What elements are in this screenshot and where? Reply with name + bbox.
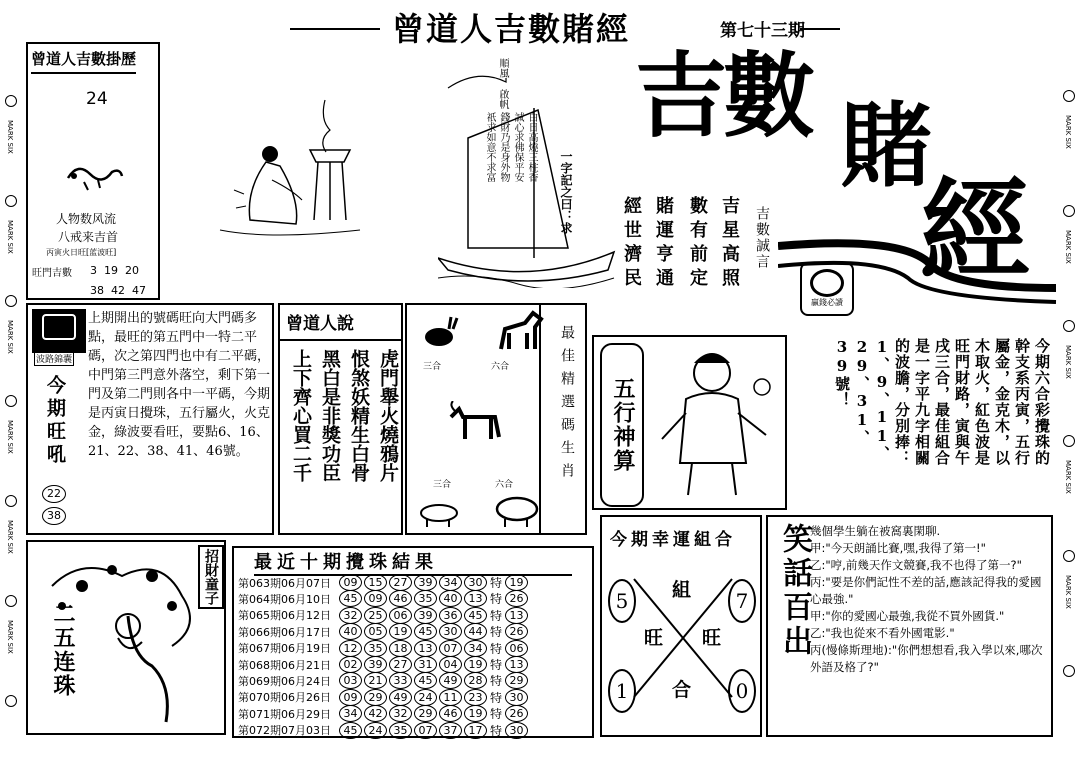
flower-icon [1063,90,1075,102]
draw-number: 04 [439,656,462,673]
lucky-number: 5 [608,579,636,623]
money-badge-label: 贏錢必讀 [811,298,843,307]
side-label: MARK SIX [1064,575,1072,609]
draw-number: 19 [389,623,412,640]
big-title-line2: 賭 [840,92,933,200]
dragon-icon [64,156,124,192]
side-label: MARK SIX [1064,230,1072,264]
draw-number: 13 [464,590,487,607]
right-side-strip [1058,40,1080,740]
issue-number: 第七十三期 [720,21,805,41]
lucky-number: 7 [728,579,756,623]
draw-number: 45 [414,672,437,689]
animals-divider [539,305,541,533]
flower-icon [5,495,17,507]
flower-icon [1063,320,1075,332]
calendar-numbers-1: 3 19 20 [90,264,139,277]
side-label: MARK SIX [1064,115,1072,149]
draw-label: 第065期06月12日 [238,609,331,623]
special-number: 13 [505,656,528,673]
side-label: MARK SIX [1064,345,1072,379]
draw-number: 46 [389,590,412,607]
draw-label: 第070期06月26日 [238,691,331,705]
table-row [238,722,529,739]
shuo-title: 曾道人說 [286,314,354,334]
draw-number: 28 [464,672,487,689]
draw-number: 31 [414,656,437,673]
draw-number: 32 [389,705,412,722]
flower-icon [1063,435,1075,447]
special-number: 26 [505,705,528,722]
flower-icon [5,395,17,407]
wuxing-box [592,335,787,510]
special-label: 特 [490,641,503,656]
draw-label: 第071期06月29日 [238,707,331,721]
special-number: 13 [505,607,528,624]
draw-number: 40 [439,590,462,607]
header-rule-right [800,28,840,30]
title-poem-col: 經世濟民 [621,196,642,292]
title-side-text: 吉數誠言 [754,206,770,270]
draw-number: 07 [439,640,462,657]
draw-number: 19 [464,656,487,673]
calendar-poem-2: 八戒来吉首 [58,230,119,244]
bark-badge-label: 波路錦囊 [34,351,74,366]
side-label: MARK SIX [6,120,14,154]
animals-label: 三合 [433,480,452,490]
draw-label: 第066期06月17日 [238,625,331,639]
special-number: 29 [505,672,528,689]
joke-line: 乙:"我也從來不看外國電影." [810,626,955,640]
draw-number: 21 [364,672,387,689]
special-number: 30 [505,722,528,739]
flower-icon [5,595,17,607]
draw-number: 13 [414,640,437,657]
rabbit-icon [415,315,465,349]
draw-number: 19 [464,705,487,722]
sail-title: 順風 啟帆 [497,58,508,109]
calendar-numbers-label: 旺門吉數 [32,268,72,279]
draw-number: 49 [389,689,412,706]
calendar-numbers-2: 38 42 47 [90,284,146,297]
draw-number: 06 [389,607,412,624]
draw-number: 29 [364,689,387,706]
draw-number: 35 [389,722,412,739]
side-label: MARK SIX [6,220,14,254]
special-label: 特 [490,608,503,623]
money-badge [800,262,854,316]
draw-number: 05 [364,623,387,640]
special-label: 特 [490,723,503,738]
pig-icon [415,501,465,527]
special-label: 特 [490,690,503,705]
flower-icon [5,95,17,107]
draw-number: 36 [439,607,462,624]
title-poem-col: 數有前定 [687,196,708,292]
animals-side-text: 最佳精選碼生肖 [559,325,575,486]
shuo-rule [280,339,401,341]
draw-number: 09 [339,689,362,706]
table-row [238,672,529,689]
table-row [238,623,529,640]
side-label: MARK SIX [1064,460,1072,494]
draw-number: 07 [414,722,437,739]
draw-label: 第072期07月03日 [238,724,331,738]
left-side-strip [0,40,22,740]
joke-line: 丙:"要是你們記性不差的話,應該記得我的愛國心最強." [810,575,1042,606]
boat-caption: 一字記之曰：求 [559,150,573,234]
draw-number: 35 [364,640,387,657]
side-label: MARK SIX [6,620,14,654]
calendar-date-line: 丙寅火日旺[蓝波旺] [46,248,117,257]
side-label: MARK SIX [6,520,14,554]
horse-icon [495,309,545,355]
draw-number: 02 [339,656,362,673]
joke-label: 笑話百出 [777,523,812,659]
header-rule-left [290,28,380,30]
side-label: MARK SIX [6,320,14,354]
calendar-title: 曾道人吉數掛歷 [31,48,136,74]
bark-label: 今期旺吼 [44,375,66,467]
results-box [232,546,594,738]
special-number: 30 [505,689,528,706]
lucky-char: 旺 [644,627,664,649]
page-title: 曾道人吉數賭經 [392,10,631,48]
bark-badge-icon [42,314,76,340]
draw-number: 46 [439,705,462,722]
bark-text: 上期開出的號碼旺向大門碼多點，最旺的第五門中一特二平碼，次之第四門也中有二平碼，中門第三門意外落空，剩下第一門及第二門則各中一平碼，今期是丙寅日攪珠，五行屬火，火克金，綠波要看旺，要點6、16、21、22、38、41、46號。 [88,311,271,459]
draw-number: 29 [414,705,437,722]
draw-number: 39 [364,656,387,673]
big-title-line3: 經 [920,166,1030,295]
special-label: 特 [490,592,503,607]
flower-icon [5,695,17,707]
draw-number: 17 [464,722,487,739]
prayer-illustration [210,90,370,260]
table-row [238,689,529,706]
draw-number: 03 [339,672,362,689]
shuo-box [278,303,403,535]
draw-number: 27 [389,656,412,673]
draw-number: 12 [339,640,362,657]
wuxing-label: 五行神算 [600,343,644,507]
animals-label: 六合 [495,480,514,490]
special-number: 26 [505,590,528,607]
lucky-char: 組 [672,579,692,601]
calendar-box [26,42,160,300]
animals-label: 三合 [423,362,442,372]
draw-number: 39 [414,574,437,591]
draw-number: 45 [414,623,437,640]
kid-box [26,540,226,735]
joke-line: 甲:"你的愛國心最強,我從不買外國貨." [810,609,1005,623]
goat-icon [447,401,507,445]
special-label: 特 [490,625,503,640]
bark-box [26,303,274,535]
draw-number: 24 [364,722,387,739]
draw-number: 45 [464,607,487,624]
animals-box [405,303,587,535]
flower-icon [1063,205,1075,217]
table-row [238,640,529,657]
draw-number: 09 [339,574,362,591]
joke-line: 乙:"哼,前幾天作文競賽,我不也得了第一?" [810,558,1022,572]
table-row [238,607,529,624]
shuo-col: 虎門舉火燒鴉片 [377,349,399,482]
draw-number: 44 [464,623,487,640]
draw-number: 25 [364,607,387,624]
shuo-col: 上下齊心買二千 [290,349,312,482]
bark-badge [32,309,86,353]
draw-number: 27 [389,574,412,591]
side-label: MARK SIX [6,420,14,454]
kid-label: 招財童子 [198,545,224,609]
lucky-title: 今期幸運組合 [610,530,736,550]
draw-number: 34 [339,705,362,722]
draw-number: 33 [389,672,412,689]
shuo-col: 黑白是非獎功臣 [319,349,341,482]
draw-number: 45 [339,590,362,607]
special-number: 26 [505,623,528,640]
lucky-char: 旺 [702,627,722,649]
draw-number: 30 [464,574,487,591]
special-label: 特 [490,674,503,689]
special-number: 19 [505,574,528,591]
title-poem-col: 吉星高照 [719,196,740,292]
animals-label: 六合 [491,362,510,372]
draw-number: 37 [439,722,462,739]
calendar-day: 24 [86,89,108,109]
draw-label: 第067期06月19日 [238,642,331,656]
special-label: 特 [490,658,503,672]
sail-poem: 白日高燒三柱香 誠心求佛保平安 錢財乃是身外物 祇求如意不求富 [484,112,537,182]
draw-number: 42 [364,705,387,722]
special-label: 特 [490,707,503,722]
draw-number: 11 [439,689,462,706]
flower-icon [1063,550,1075,562]
draw-number: 24 [414,689,437,706]
draw-number: 39 [414,607,437,624]
bark-circle-2: 38 [42,507,66,525]
lucky-box [600,515,762,737]
flower-icon [5,195,17,207]
draw-label: 第069期06月24日 [238,674,331,688]
draw-number: 09 [364,590,387,607]
draw-number: 40 [339,623,362,640]
lucky-number: 0 [728,669,756,713]
flower-icon [1063,665,1075,677]
table-row [238,590,529,607]
draw-label: 第063期06月07日 [238,576,331,590]
draw-number: 15 [364,574,387,591]
joke-line: 甲:"今天朗誦比賽,嘿,我得了第一!" [810,541,986,555]
results-title: 最近十期攪珠結果 [254,548,572,576]
draw-number: 30 [439,623,462,640]
draw-label: 第064期06月10日 [238,592,331,606]
calendar-poem-1: 人物数风流 [56,212,117,226]
joke-line: 幾個學生躺在被窩裏閑聊. [810,524,941,538]
table-row [238,656,529,673]
bark-circle-1: 22 [42,485,66,503]
sheep-icon [493,493,545,529]
money-icon [810,269,844,297]
lucky-number: 1 [608,669,636,713]
draw-number: 49 [439,672,462,689]
joke-line: 丙(慢條斯理地):"你們想想看,我入學以來,哪次外語及格了?" [810,643,1043,674]
title-poem-col: 賭運亨通 [653,196,674,292]
kid-text: 二五连珠 [50,602,76,698]
right-column-text: 今期六合彩攪珠的幹支系丙寅，五行屬金，金克木，以木取火，紅色波是旺門財路，寅與午戌三合，最佳組合是一字平九字相關的波膽，分別捧：1、9、11、29、31、39號！ [833,338,1051,466]
draw-number: 23 [464,689,487,706]
table-row [238,574,529,591]
special-number: 06 [505,640,528,657]
draw-number: 45 [339,722,362,739]
draw-number: 32 [339,607,362,624]
draw-number: 18 [389,640,412,657]
draw-label: 第068期06月21日 [238,658,331,672]
special-label: 特 [490,576,503,590]
shuo-col: 恨煞妖精生白骨 [348,349,370,482]
draw-number: 35 [414,590,437,607]
big-title-line1: 吉數 [635,42,812,150]
draw-number: 34 [464,640,487,657]
flower-icon [5,295,17,307]
lucky-char: 合 [672,679,692,701]
joke-box [766,515,1053,737]
joke-text [810,523,1048,676]
draw-number: 34 [439,574,462,591]
table-row [238,705,529,722]
boy-figure [650,343,780,503]
